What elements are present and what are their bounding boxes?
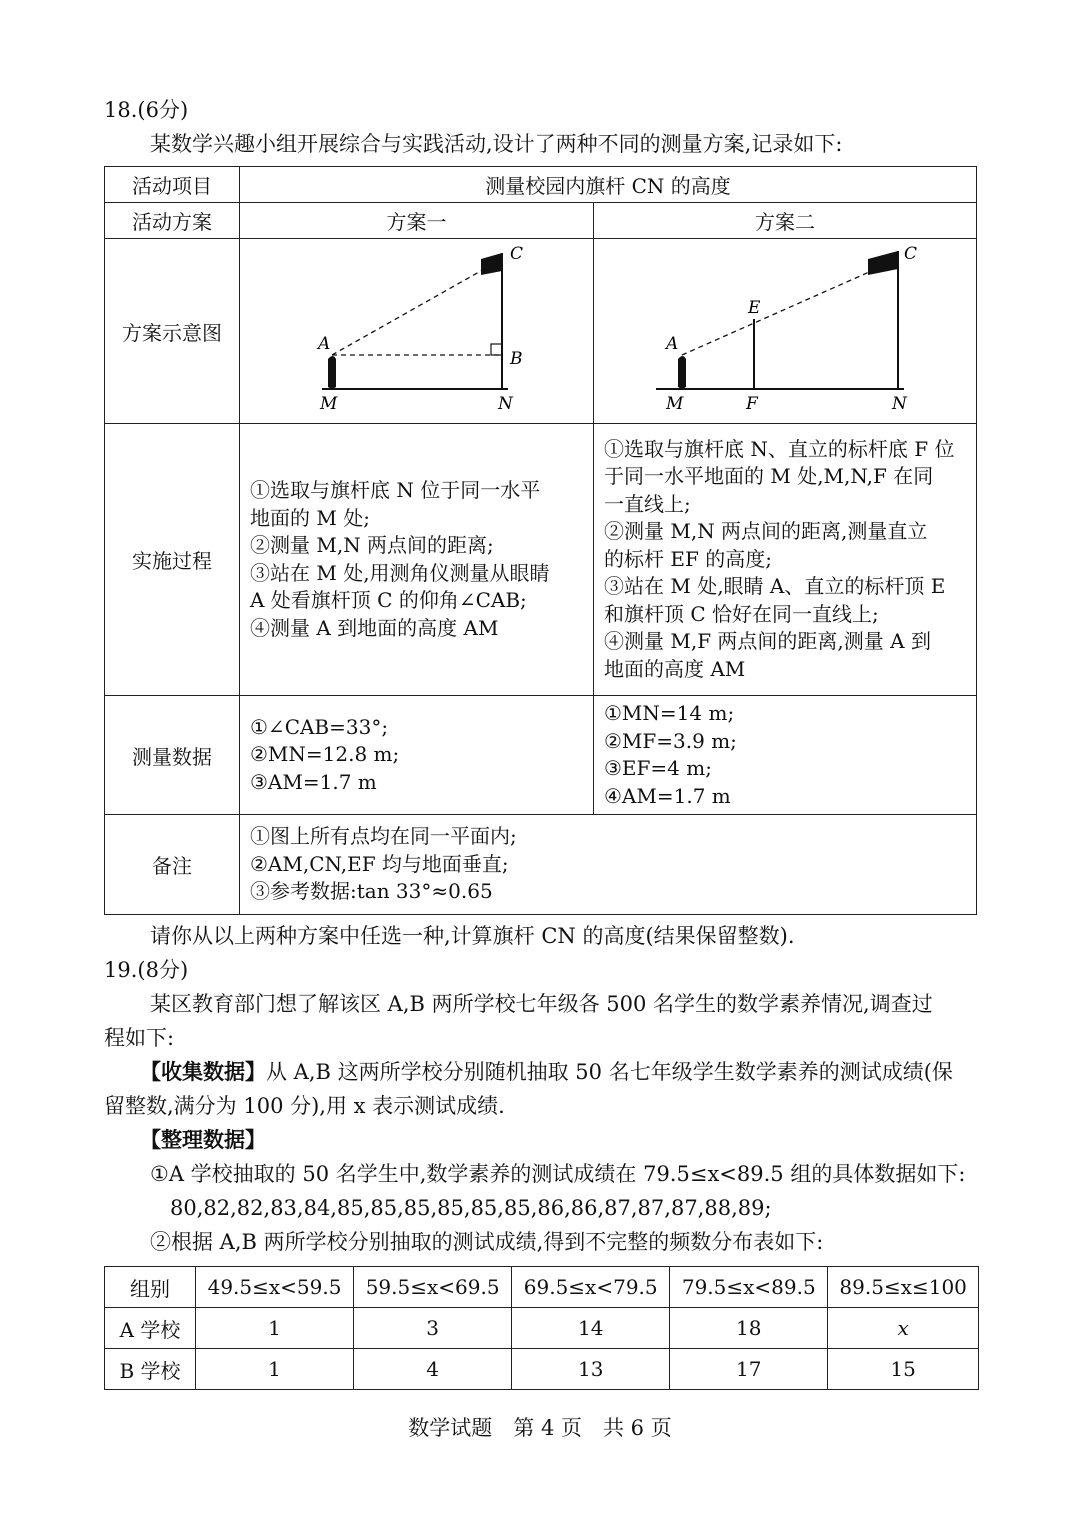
process2-line: ③站在 M 处,眼睛 A、直立的标杆顶 E: [604, 574, 946, 599]
frequency-table: [104, 1266, 979, 1390]
q18-intro: 某数学兴趣小组开展综合与实践活动,设计了两种不同的测量方案,记录如下:: [150, 132, 843, 156]
label-n: N: [498, 394, 513, 414]
process1-line: ④测量 A 到地面的高度 AM: [250, 615, 499, 640]
process2-line: ②测量 M,N 两点间的距离,测量直立: [604, 519, 928, 544]
table-row: [105, 1349, 979, 1390]
row-diagram-label: 方案示意图: [105, 239, 240, 424]
q19-intro-line2: 程如下:: [104, 1026, 175, 1050]
table-header-cell: 49.5≤x<59.5: [196, 1267, 354, 1308]
collect-text: 从 A,B 这两所学校分别随机抽取 50 名七年级学生数学素养的测试成绩(保: [266, 1060, 953, 1084]
row-process-label: 实施过程: [105, 424, 240, 696]
q19-header: 19.(8分): [104, 958, 189, 982]
table-cell: 3: [354, 1308, 512, 1349]
process1-line: ②测量 M,N 两点间的距离;: [250, 533, 494, 557]
q19-item2: ②根据 A,B 两所学校分别抽取的测试成绩,得到不完整的频数分布表如下:: [150, 1230, 824, 1254]
table-cell: A 学校: [105, 1308, 196, 1349]
table-cell: 14: [512, 1308, 670, 1349]
table-cell: 18: [670, 1308, 828, 1349]
diagram1-cell: [240, 239, 594, 424]
q18-table: [104, 166, 977, 915]
process2-line: 的标杆 EF 的高度;: [604, 546, 772, 571]
label-c: C: [904, 244, 918, 264]
data2-cell: [594, 696, 977, 815]
table-cell: 17: [670, 1349, 828, 1390]
table-cell: 13: [512, 1349, 670, 1390]
process1-line: ③站在 M 处,用测角仪测量从眼睛: [250, 560, 550, 585]
label-a: A: [666, 334, 679, 354]
data2-line: ①MN=14 m;: [604, 701, 735, 725]
data1-line: ③AM=1.7 m: [250, 769, 377, 794]
q18-header: 18.(6分): [104, 98, 189, 122]
flag-icon: [868, 251, 898, 275]
row-note-label: 备注: [105, 815, 240, 915]
process2-cell: [594, 424, 977, 696]
q19-collect: [140, 1058, 953, 1086]
notes-cell: [240, 815, 977, 915]
q19-collect-line2: 留整数,满分为 100 分),用 x 表示测试成绩.: [104, 1094, 505, 1118]
process1-cell: [240, 424, 594, 696]
process2-line: ①选取与旗杆底 N、直立的标杆底 F 位: [604, 436, 955, 461]
data1-cell: [240, 696, 594, 815]
table-row: [105, 1267, 979, 1308]
process1-line: 地面的 M 处;: [250, 505, 370, 530]
diagram2-cell: [594, 239, 977, 424]
q19-item1: ①A 学校抽取的 50 名学生中,数学素养的测试成绩在 79.5≤x<89.5 组的具体数据如下:: [150, 1162, 966, 1186]
label-m: M: [666, 394, 684, 414]
process2-line: 于同一水平地面的 M 处,M,N,F 在同: [604, 464, 934, 489]
data1-line: ①∠CAB=33°;: [250, 714, 389, 739]
row-activity-value: 测量校园内旗杆 CN 的高度: [240, 167, 977, 203]
organize-title: 【整理数据】: [140, 1127, 266, 1152]
note-line: ②AM,CN,EF 均与地面垂直;: [250, 851, 509, 876]
label-m: M: [320, 394, 338, 414]
process1-line: A 处看旗杆顶 C 的仰角∠CAB;: [250, 588, 527, 612]
table-header-cell: 89.5≤x≤100: [828, 1267, 979, 1308]
process2-line: 和旗杆顶 C 恰好在同一直线上;: [604, 601, 879, 626]
table-header-cell: 79.5≤x<89.5: [670, 1267, 828, 1308]
right-angle-mark: [491, 344, 502, 355]
q19-intro-line1: 某区教育部门想了解该区 A,B 两所学校七年级各 500 名学生的数学素养情况,调查过: [150, 992, 933, 1016]
table-cell: 15: [828, 1349, 979, 1390]
table-header-cell: 59.5≤x<69.5: [354, 1267, 512, 1308]
process2-line: 一直线上;: [604, 491, 691, 516]
data2-line: ③EF=4 m;: [604, 756, 712, 780]
process2-line: 地面的高度 AM: [604, 656, 746, 681]
table-cell: B 学校: [105, 1349, 196, 1390]
note-line: ③参考数据:tan 33°≈0.65: [250, 879, 493, 904]
data2-line: ②MF=3.9 m;: [604, 728, 737, 753]
plan1-diagram: [240, 239, 593, 418]
label-f: F: [746, 394, 758, 414]
person-icon: [328, 356, 336, 389]
table-header-cell: 组别: [105, 1267, 196, 1308]
plan2-header: 方案二: [594, 203, 977, 239]
label-c: C: [510, 244, 524, 264]
table-row: [105, 1308, 979, 1349]
plan1-header: 方案一: [240, 203, 594, 239]
data2-line: ④AM=1.7 m: [604, 783, 731, 808]
collect-title: 【收集数据】: [140, 1059, 266, 1084]
flag-icon: [481, 253, 502, 275]
row-data-label: 测量数据: [105, 696, 240, 815]
process2-line: ④测量 M,F 两点间的距离,测量 A 到: [604, 629, 931, 654]
q19-item1-data: 80,82,82,83,84,85,85,85,85,85,85,86,86,87,87,87,88,89;: [170, 1196, 772, 1220]
process1-line: ①选取与旗杆底 N 位于同一水平: [250, 478, 541, 502]
row-activity-label: 活动项目: [105, 167, 240, 203]
label-b: B: [510, 349, 523, 369]
plan2-diagram: [594, 239, 976, 418]
data1-line: ②MN=12.8 m;: [250, 742, 400, 767]
table-cell: x: [828, 1308, 979, 1349]
label-n: N: [892, 394, 907, 414]
person-icon: [678, 356, 686, 389]
table-header-cell: 69.5≤x<79.5: [512, 1267, 670, 1308]
note-line: ①图上所有点均在同一平面内;: [250, 824, 517, 849]
table-cell: 1: [196, 1308, 354, 1349]
sightline-aec: [682, 261, 894, 355]
table-cell: 1: [196, 1349, 354, 1390]
q18-question: 请你从以上两种方案中任选一种,计算旗杆 CN 的高度(结果保留整数).: [150, 924, 795, 948]
label-e: E: [748, 298, 761, 318]
row-plan-label: 活动方案: [105, 203, 240, 239]
sightline-ac: [332, 259, 502, 355]
label-a: A: [318, 334, 331, 354]
page-footer: 数学试题 第 4 页 共 6 页: [408, 1416, 672, 1440]
table-cell: 4: [354, 1349, 512, 1390]
